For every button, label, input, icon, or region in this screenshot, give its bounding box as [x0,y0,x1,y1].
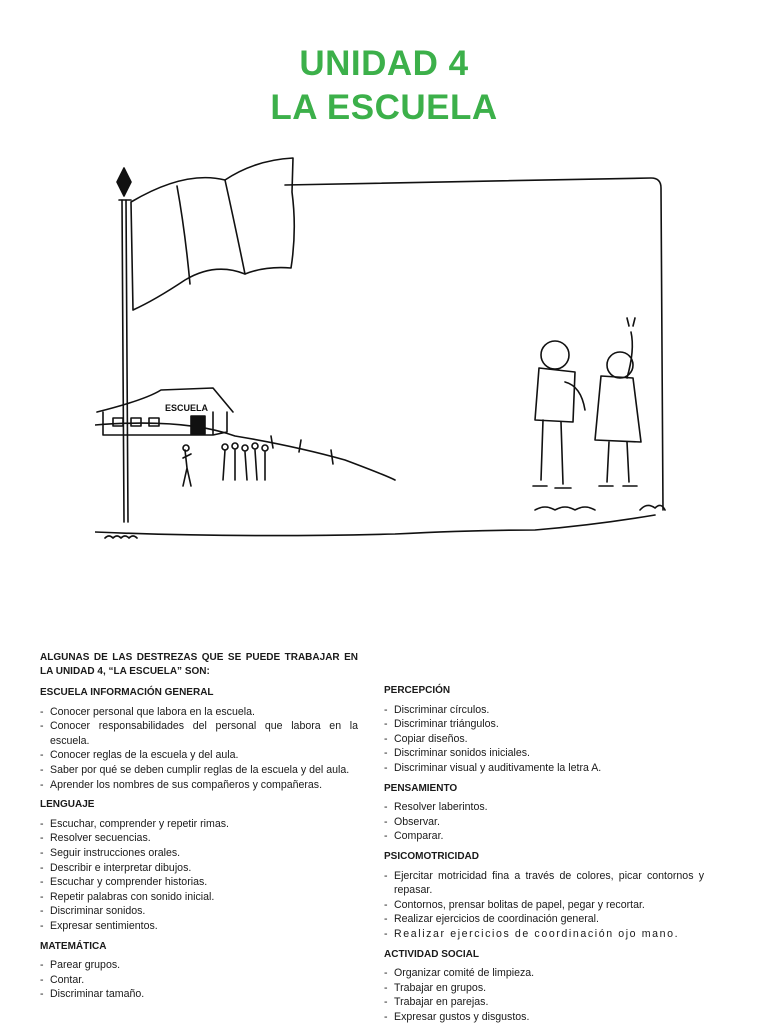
list-item: - Discriminar círculos. [384,703,704,718]
list-item: - Parear grupos. [40,958,358,973]
list-item: - Contar. [40,973,358,988]
list-item: - Discriminar tamaño. [40,987,358,1002]
section-pensamiento [384,782,704,844]
child-girl-body [595,376,641,442]
section-heading: MATEMÁTICA [40,940,107,952]
section-heading: ESCUELA INFORMACIÓN GENERAL [40,687,214,698]
list-item: - Ejercitar motricidad fina a través de colores, picar contornos y repasar. [384,869,704,898]
list-item: - Saber por qué se deben cumplir reglas de la escuela y del aula. [40,763,358,778]
section-percepcion [384,684,704,776]
list-item: - Escuchar y comprender historias. [40,875,358,890]
list-item: - Copiar diseños. [384,732,704,747]
section-lenguaje [40,798,358,933]
flagpole [122,200,128,522]
right-column [384,684,704,1030]
list-item: - Discriminar triángulos. [384,717,704,732]
list-item: - Conocer responsabilidades del personal que labora en la escuela. [40,719,358,748]
intro-text: ALGUNAS DE LAS DESTREZAS QUE SE PUEDE TRABAJAR EN LA UNIDAD 4, “LA ESCUELA” SON: [40,652,358,677]
list-item: - Resolver secuencias. [40,831,358,846]
section-heading: LENGUAJE [40,799,95,811]
child-boy-head [541,341,569,369]
list-item: - Realizar ejercicios de coordinación general. [384,912,704,927]
section-escuela [40,686,358,792]
list-item: - Aprender los nombres de sus compañeros y compañeras. [40,778,358,793]
list-item: - Expresar gustos y disgustos. [384,1010,704,1025]
list-item: - Conocer personal que labora en la escuela. [40,705,358,720]
list-item: - Discriminar visual y auditivamente la letra A. [384,761,704,776]
list-item: - Discriminar sonidos. [40,904,358,919]
unit-number-title: UNIDAD 4 [299,44,469,83]
section-heading: PENSAMIENTO [384,782,458,794]
list-item: - Contornos, prensar bolitas de papel, pegar y recortar. [384,898,704,913]
list-item: - Describir e interpretar dibujos. [40,861,358,876]
list-item: - Observar. [384,815,704,830]
list-item: - Expresar sentimientos. [40,919,358,934]
school-sign: ESCUELA [165,403,209,413]
unit-name-title: LA ESCUELA [270,88,498,127]
section-heading: ACTIVIDAD SOCIAL [384,948,479,960]
list-item: - Comparar. [384,829,704,844]
section-heading: PSICOMOTRICIDAD [384,850,479,862]
flag [131,158,294,310]
section-heading: PERCEPCIÓN [384,685,451,696]
child-girl-head [607,352,633,378]
list-item: - Repetir palabras con sonido inicial. [40,890,358,905]
section-actividad-social [384,948,704,1025]
list-item: - Trabajar en parejas. [384,995,704,1010]
list-item: - Escuchar, comprender y repetir rimas. [40,817,358,832]
school-flag-illustration [95,150,675,550]
pole-tip [117,168,131,196]
list-item: - Organizar comité de limpieza. [384,966,704,981]
list-item: - Realizar ejercicios de coordinación ojo mano. [384,927,704,942]
section-psicomotricidad [384,850,704,942]
list-item: - Seguir instrucciones orales. [40,846,358,861]
left-column [40,651,358,1008]
list-item: - Trabajar en grupos. [384,981,704,996]
list-item: - Resolver laberintos. [384,800,704,815]
child-boy-body [535,368,575,422]
section-matematica [40,940,358,1002]
frame-line [285,178,663,510]
list-item: - Conocer reglas de la escuela y del aula. [40,748,358,763]
list-item: - Discriminar sonidos iniciales. [384,746,704,761]
